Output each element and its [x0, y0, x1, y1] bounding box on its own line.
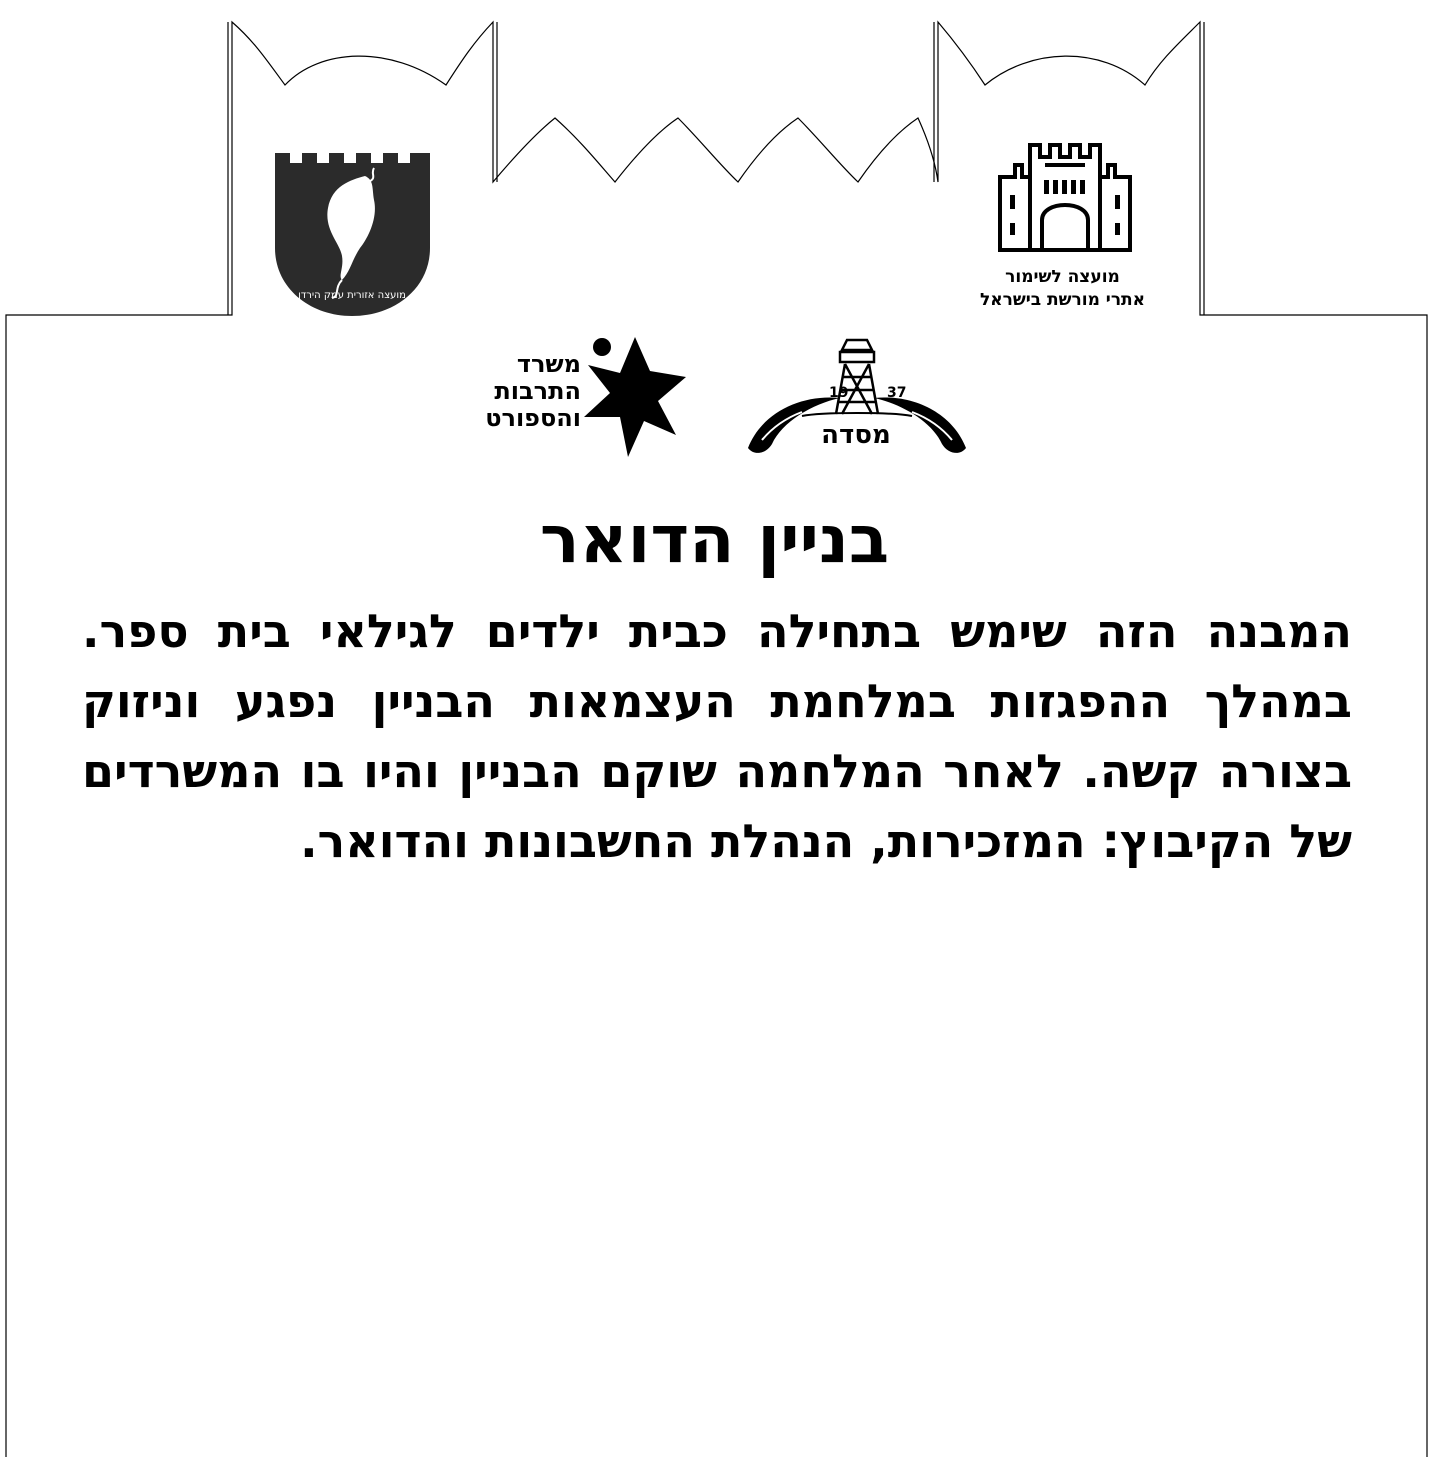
regional-council-logo [270, 148, 435, 318]
heritage-council-logo [960, 135, 1165, 315]
shield-emblem-icon [270, 148, 435, 318]
founding-year-right: 37 [887, 385, 907, 401]
ministry-culture-sport-logo [455, 333, 690, 463]
body-paragraph: המבנה הזה שימש בתחילה כבית ילדים לגילאי בית ספר. במהלך ההפגזות במלחמת העצמאות הבניין נפגע וניזוק בצורה קשה. לאחר המלחמה שוקם הבניין והיו בו המשרדים של הקיבוץ: המזכירות, הנהלת החשבונות והדואר. [82, 604, 1352, 868]
council-arc-text: מועצה אזורית עמק הירדן [298, 290, 406, 301]
castle-gate-icon [960, 135, 1165, 260]
ministry-name-line3: והספורט [485, 404, 581, 432]
page-title: בניין הדואר [539, 501, 890, 578]
masada-logo [742, 332, 972, 460]
heritage-caption-line1: מועצה לשימור [1005, 267, 1120, 287]
heritage-caption-line2: אתרי מורשת בישראל [979, 290, 1146, 310]
ministry-name [455, 351, 581, 432]
star-figure-icon [580, 333, 690, 463]
masada-name: מסדה [821, 420, 891, 450]
founding-year-left: 19 [829, 385, 849, 401]
ministry-name-line2: התרבות [494, 377, 581, 405]
ministry-name-line1: משרד [516, 350, 581, 378]
